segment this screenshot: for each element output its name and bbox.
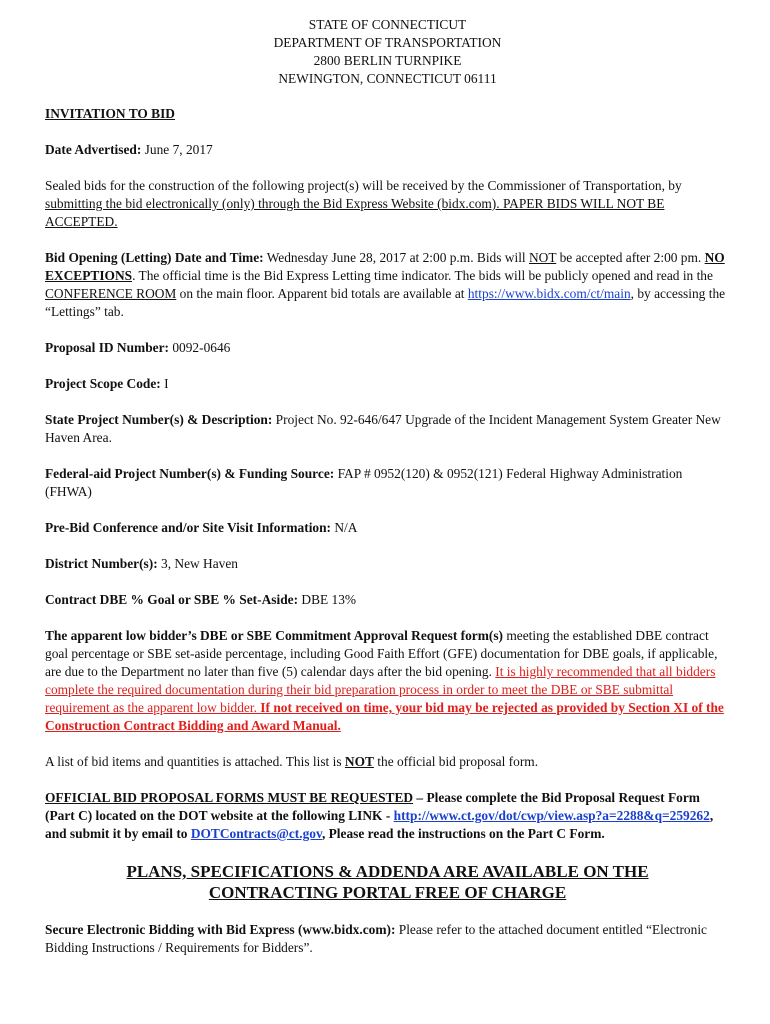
state-project [45, 411, 730, 447]
dot-contracts-email-link[interactable]: DOTContracts@ct.gov [190, 826, 322, 841]
proposal-id-value: 0092-0646 [169, 340, 231, 355]
bid-items-paragraph [45, 753, 730, 771]
bid-opening-label: Bid Opening (Letting) Date and Time: [45, 250, 264, 265]
scope-code-value: I [160, 376, 169, 391]
bid-opening-paragraph [45, 249, 730, 321]
letterhead [45, 16, 730, 88]
low-bidder-rejection-warning: If not received on time, your bid may be rejected as provided by Section XI of the Construction Contract Bidding and Award Manual. [45, 700, 724, 733]
bid-opening-text-1: Wednesday June 28, 2017 at 2:00 p.m. Bids will [263, 250, 529, 265]
federal-aid [45, 465, 730, 501]
secure-bidding-label: Secure Electronic Bidding with Bid Express (www.bidx.com): [45, 922, 396, 937]
state-project-value: Project No. 92-646/647 Upgrade of the Incident Management System Greater New Haven Area. [45, 412, 721, 445]
prebid-label: Pre-Bid Conference and/or Site Visit Information: [45, 520, 332, 535]
bidx-lettings-link[interactable]: https://www.bidx.com/ct/main [467, 286, 631, 301]
header-city: NEWINGTON, CONNECTICUT 06111 [278, 71, 497, 86]
header-state: STATE OF CONNECTICUT [308, 17, 467, 32]
sealed-underlined: submitting the bid electronically (only) through the Bid Express Website (bidx.com). PAPER BIDS WILL NOT BE ACCEPTED. [45, 196, 665, 229]
district-label: District Number(s): [45, 556, 158, 571]
sealed-bids-paragraph [45, 177, 730, 231]
header-street: 2800 BERLIN TURNPIKE [313, 53, 462, 68]
not-emphasis: NOT [528, 250, 557, 265]
plans-banner [45, 861, 730, 903]
bid-items-text-1: A list of bid items and quantities is attached. This list is [45, 754, 345, 769]
district-number [45, 555, 730, 573]
prebid-value: N/A [331, 520, 358, 535]
official-forms-paragraph [45, 789, 730, 843]
conference-room: CONFERENCE ROOM [45, 286, 177, 301]
dbe-goal [45, 591, 730, 609]
bid-items-text-2: the official bid proposal form. [373, 754, 539, 769]
state-project-label: State Project Number(s) & Description: [45, 412, 273, 427]
banner-line-2: CONTRACTING PORTAL FREE OF CHARGE [208, 883, 567, 902]
prebid-conference [45, 519, 730, 537]
bid-items-not: NOT [344, 754, 374, 769]
date-advertised-label: Date Advertised: [45, 142, 142, 157]
official-text-3: , Please read the instructions on the Part C Form. [321, 826, 605, 841]
dbe-value: DBE 13% [298, 592, 357, 607]
bid-opening-text-2: be accepted after 2:00 pm. [556, 250, 705, 265]
proposal-id [45, 339, 730, 357]
low-bidder-warning: It is highly recommended that all bidders complete the required documentation during their bid preparation process in order to meet the DBE or SBE submittal requirement as the apparent low bidder. [45, 664, 716, 715]
low-bidder-text: meeting the established DBE contract goal percentage or SBE set-aside percentage, including Good Faith Effort (GFE) documentation for DBE goals, if applicable, are due to the Department no later than five (5) calendar days after the bid opening. [45, 628, 718, 679]
bid-opening-text-5: , by accessing the “Lettings” tab. [45, 286, 726, 319]
federal-aid-value: FAP # 0952(120) & 0952(121) Federal Highway Administration (FHWA) [45, 466, 683, 499]
low-bidder-label: The apparent low bidder’s DBE or SBE Commitment Approval Request form(s) [45, 628, 504, 643]
document-title: INVITATION TO BID [45, 106, 175, 121]
low-bidder-paragraph [45, 627, 730, 735]
sealed-text: Sealed bids for the construction of the following project(s) will be received by the Commissioner of Transportation, by [45, 178, 682, 193]
bid-opening-text-4: on the main floor. Apparent bid totals are available at [176, 286, 468, 301]
district-value: 3, New Haven [157, 556, 238, 571]
proposal-id-label: Proposal ID Number: [45, 340, 169, 355]
scope-code [45, 375, 730, 393]
date-advertised [45, 141, 730, 159]
scope-code-label: Project Scope Code: [45, 376, 161, 391]
federal-aid-label: Federal-aid Project Number(s) & Funding Source: [45, 466, 335, 481]
date-advertised-value: June 7, 2017 [141, 142, 213, 157]
dbe-label: Contract DBE % Goal or SBE % Set-Aside: [45, 592, 299, 607]
banner-line-1: PLANS, SPECIFICATIONS & ADDENDA ARE AVAILABLE ON THE [126, 862, 649, 881]
official-text-1: – Please complete the Bid Proposal Request Form (Part C) located on the DOT website at the following LINK - [45, 790, 700, 823]
bid-proposal-request-link[interactable]: http://www.ct.gov/dot/cwp/view.asp?a=2288&q=259262 [393, 808, 710, 823]
no-exceptions: NO EXCEPTIONS [45, 250, 725, 283]
official-text-2: , and submit it by email to [45, 808, 714, 841]
secure-bidding-paragraph [45, 921, 730, 957]
header-department: DEPARTMENT OF TRANSPORTATION [273, 35, 502, 50]
secure-bidding-text: Please refer to the attached document entitled “Electronic Bidding Instructions / Requirements for Bidders”. [45, 922, 707, 955]
official-forms-heading: OFFICIAL BID PROPOSAL FORMS MUST BE REQUESTED [45, 790, 414, 805]
bid-opening-text-3: . The official time is the Bid Express Letting time indicator. The bids will be publicly opened and read in the [132, 268, 713, 283]
